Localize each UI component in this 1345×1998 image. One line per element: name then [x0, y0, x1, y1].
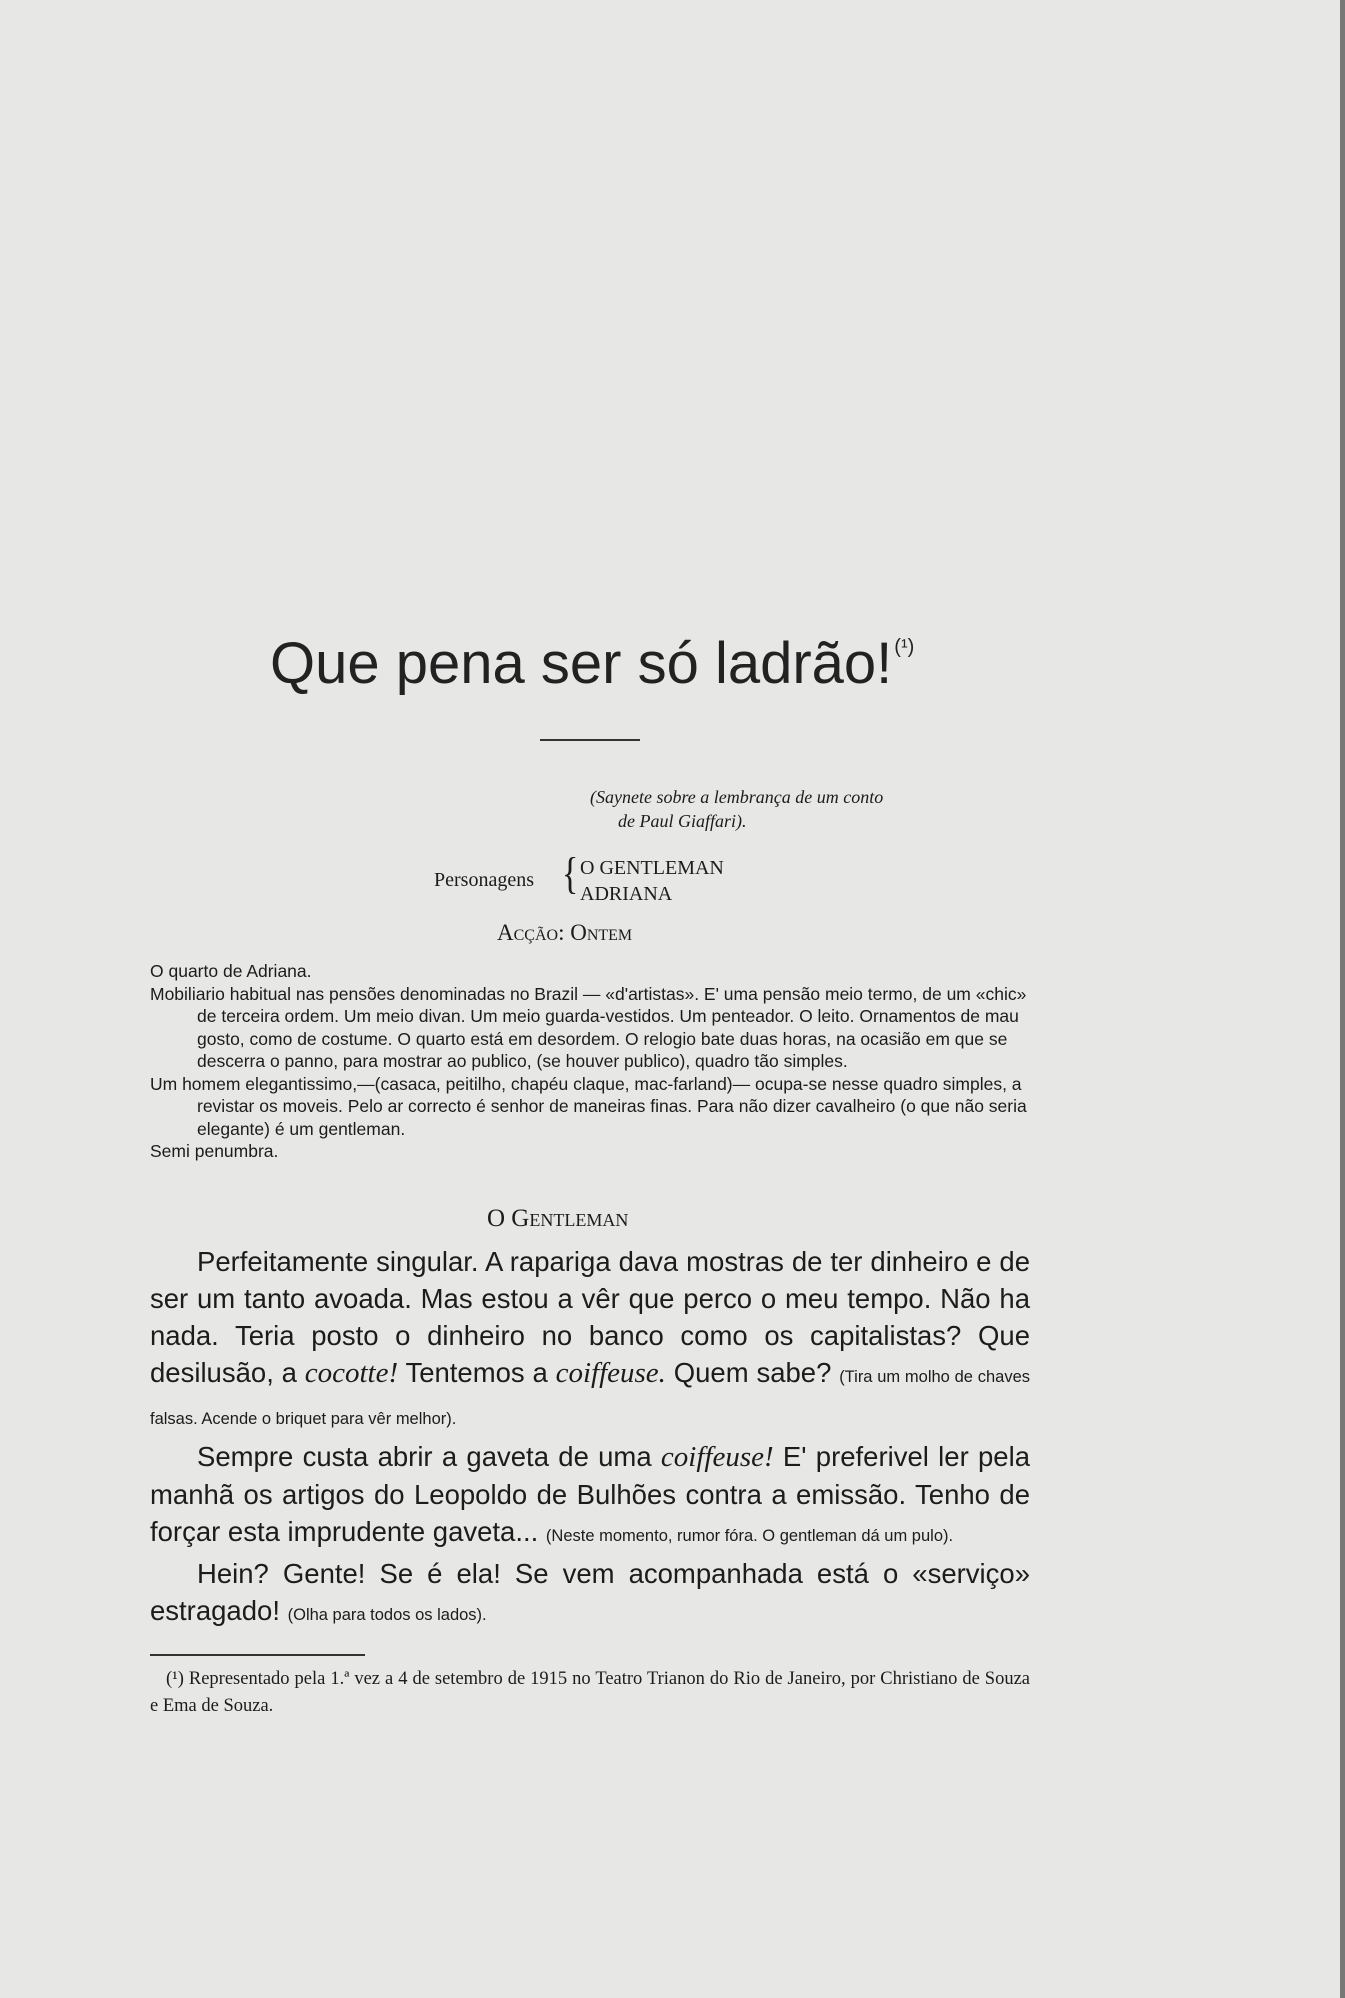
- footnote: [150, 1666, 1030, 1720]
- speech-text: Sempre custa abrir a gaveta de uma: [197, 1441, 661, 1472]
- speech-text: Quem sabe?: [665, 1357, 840, 1388]
- speech-paragraph-3: [150, 1555, 1030, 1634]
- character-adriana: ADRIANA: [580, 883, 673, 905]
- inline-stage-direction: (Neste momento, rumor fóra. O gentleman dá um pulo).: [545, 1527, 954, 1545]
- characters-list: [580, 855, 724, 907]
- speaker-name: O Gentleman: [487, 1205, 629, 1232]
- speech: [150, 1243, 1030, 1634]
- stage-direction-setting: O quarto de Adriana.: [150, 961, 312, 981]
- speech-italic: coiffeuse!: [660, 1441, 774, 1473]
- stage-directions: [150, 960, 1030, 1163]
- title-footnote-mark: (¹): [894, 636, 915, 658]
- footnote-text: (¹) Representado pela 1.ª vez a 4 de setembro de 1915 no Teatro Trianon do Rio de Janeiro, por Christiano de Souza e Ema de Souza.: [150, 1669, 1030, 1716]
- footnote-divider: [150, 1654, 365, 1656]
- page-edge: [1340, 0, 1345, 1998]
- speech-text: Tentemos a: [398, 1357, 556, 1388]
- subtitle-line-2: de Paul Giaffari).: [618, 811, 747, 831]
- speech-text: Hein? Gente! Se é ela! Se vem acompanhada está o «serviço» estragado!: [150, 1558, 1030, 1626]
- title-text: Que pena ser só ladrão!: [270, 631, 893, 696]
- speech-paragraph-1: [150, 1243, 1030, 1438]
- speech-italic: coiffeuse.: [555, 1357, 666, 1389]
- speech-italic: cocotte!: [304, 1357, 399, 1389]
- subtitle: [590, 785, 1110, 833]
- stage-direction-lighting: Semi penumbra.: [150, 1141, 279, 1161]
- subtitle-line-1: (Saynete sobre a lembrança de um conto: [590, 787, 884, 807]
- inline-stage-direction: (Olha para todos os lados).: [287, 1606, 487, 1624]
- characters-label: Personagens: [434, 869, 534, 891]
- speech-paragraph-2: [150, 1438, 1030, 1555]
- play-title: [270, 630, 970, 697]
- character-gentleman: O GENTLEMAN: [580, 857, 724, 879]
- action-heading: Acção: Ontem: [497, 920, 633, 945]
- title-divider: [540, 739, 640, 741]
- speech-text: Perfeitamente singular. A rapariga dava mostras de ter dinheiro e de ser um tanto avoada. Mas estou a vêr que perco o meu tempo. Não ha nada. Teria posto o dinheiro no banco como os capitalistas? Que desilusão, a: [150, 1246, 1030, 1388]
- stage-direction-character: Um homem elegantissimo,—(casaca, peitilho, chapéu claque, mac-farland)— ocupa-se nesse quadro simples, a revistar os moveis. Pelo ar correcto é senhor de maneiras finas. Para não dizer cavalheiro (o que não seria elegante) é um gentleman.: [150, 1073, 1027, 1139]
- stage-direction-furniture: Mobiliario habitual nas pensões denominadas no Brazil — «d'artistas». E' uma pensão meio termo, de um «chic» de terceira ordem. Um meio divan. Um meio guarda-vestidos. Um penteador. O leito. Ornamentos de mau gosto, como de costume. O quarto está em desordem. O relogio bate duas horas, na ocasião em que se descerra o panno, para mostrar ao publico, (se houver publico), quadro tão simples.: [150, 983, 1027, 1071]
- inline-stage-direction: (Tira um molho de chaves falsas. Acende o briquet para vêr melhor).: [150, 1368, 1030, 1428]
- brace-glyph: {: [562, 850, 579, 899]
- speech-text: E' preferivel ler pela manhã os artigos do Leopoldo de Bulhões contra a emissão. Tenho de forçar esta imprudente gaveta...: [150, 1441, 1030, 1547]
